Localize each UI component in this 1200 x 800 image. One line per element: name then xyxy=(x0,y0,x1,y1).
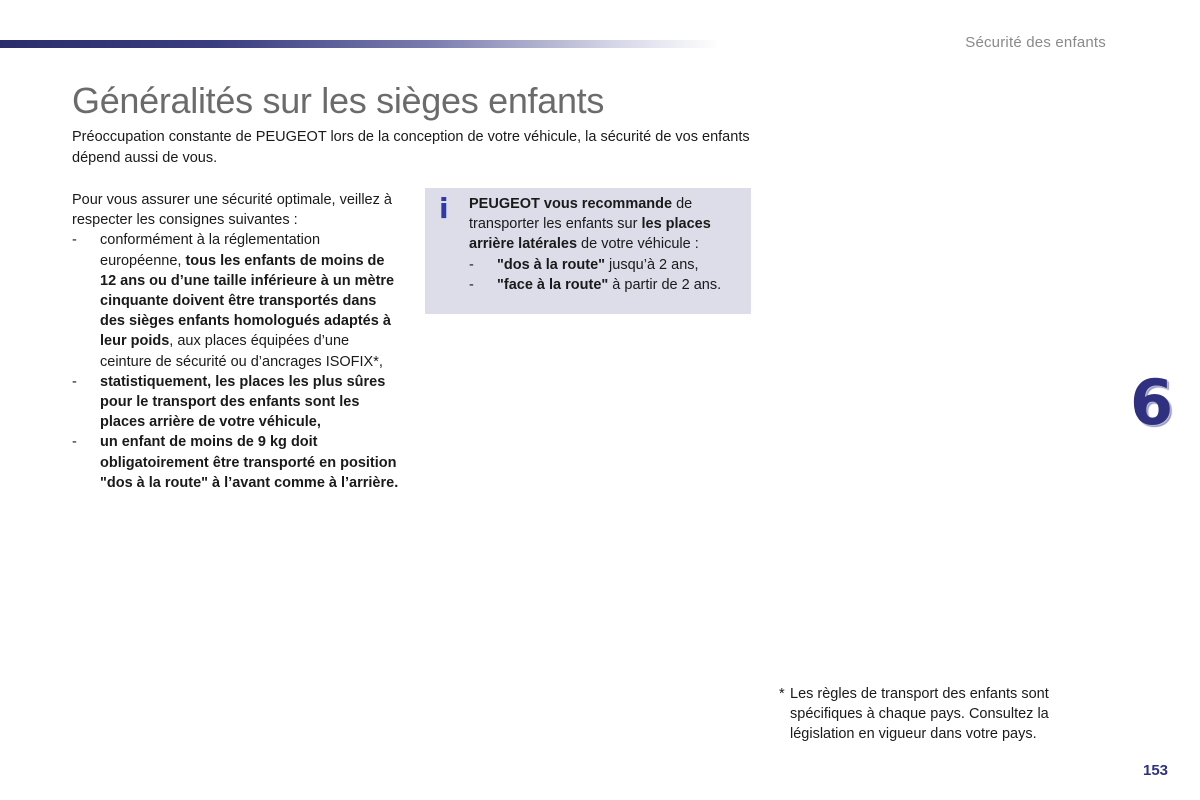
footnote xyxy=(779,684,1079,745)
instructions-lead: Pour vous assurer une sécurité optimale, veillez à respecter les consignes suivantes : xyxy=(72,192,392,229)
recommendation-text-part: de transporter les enfants sur xyxy=(469,196,693,233)
recommendation-text-part: de votre véhicule : xyxy=(577,236,699,253)
list-item-emphasis: "dos à la route" xyxy=(497,256,606,273)
list-item-text: jusqu’à 2 ans, xyxy=(605,256,699,273)
header-gradient-bar xyxy=(0,40,720,48)
list-item-emphasis: statistiquement, les places les plus sûres pour le transport des enfants sont les places arrière de votre véhicule, xyxy=(100,373,386,431)
list-item xyxy=(469,275,741,295)
list-dash: - xyxy=(72,434,77,451)
safety-instructions xyxy=(72,190,402,493)
page-title: Généralités sur les sièges enfants xyxy=(72,80,605,121)
recommendation-text xyxy=(469,194,741,255)
list-item xyxy=(72,372,402,433)
list-item-text: conformément à la réglementation européenne, xyxy=(100,232,321,269)
list-item-emphasis: tous les enfants de moins de 12 ans ou d’une taille inférieure à un mètre cinquante doivent être transportés dans des sièges enfants homologués adaptés à leur poids xyxy=(100,252,395,350)
list-dash: - xyxy=(469,276,474,293)
recommendation-box xyxy=(425,188,751,314)
list-item xyxy=(469,255,741,275)
recommendation-emphasis: les places arrière latérales xyxy=(469,216,711,253)
footnote-text: Les règles de transport des enfants sont spécifiques à chaque pays. Consultez la législation en vigueur dans votre pays. xyxy=(790,686,1049,743)
list-item-text: à partir de 2 ans. xyxy=(608,276,722,293)
list-dash: - xyxy=(72,373,77,390)
list-item-emphasis: "face à la route" xyxy=(497,276,609,293)
footnote-marker: * xyxy=(779,686,785,702)
list-item-emphasis: un enfant de moins de 9 kg doit obligatoirement être transporté en position "dos à la route" à l’avant comme à l’arrière. xyxy=(100,434,399,491)
list-item-text: , aux places équipées d’une ceinture de sécurité ou d’ancrages ISOFIX*, xyxy=(100,333,383,370)
recommendation-emphasis: PEUGEOT vous recommande xyxy=(469,196,673,212)
page-number: 153 xyxy=(1143,762,1169,779)
list-dash: - xyxy=(469,256,474,273)
list-dash: - xyxy=(72,232,77,249)
recommendation-list xyxy=(469,255,741,295)
section-title: Sécurité des enfants xyxy=(965,34,1106,51)
list-item xyxy=(72,230,402,371)
info-icon: i xyxy=(439,192,449,225)
instructions-list xyxy=(72,230,402,493)
chapter-number: 6 xyxy=(1130,366,1174,439)
intro-paragraph: Préoccupation constante de PEUGEOT lors de la conception de votre véhicule, la sécurité de vos enfants dépend aussi de vous. xyxy=(72,129,750,166)
list-item xyxy=(72,432,402,493)
